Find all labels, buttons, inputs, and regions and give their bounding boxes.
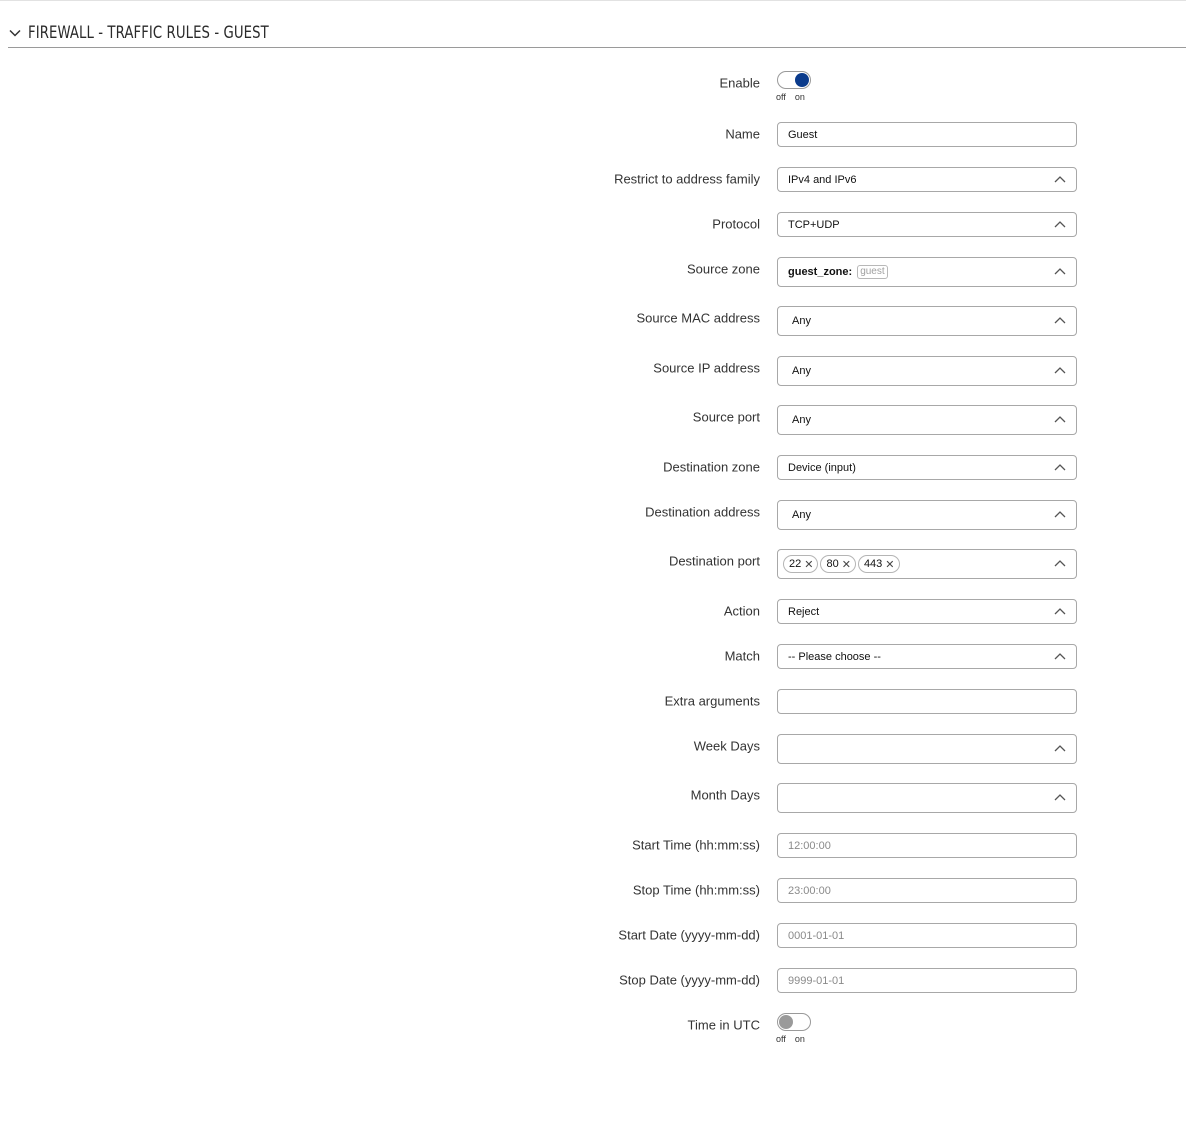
dest-address-value: Any [792,509,811,521]
source-port-select[interactable] [777,405,1077,435]
source-mac-select[interactable] [777,306,1077,336]
dest-address-label: Destination address [645,504,760,520]
start-date-placeholder: 0001-01-01 [788,929,845,942]
toggle-knob[interactable] [795,73,809,87]
name-label: Name [725,126,760,142]
address-family-select[interactable] [777,167,1077,192]
remove-chip-icon[interactable]: ✕ [885,558,895,571]
chevron-up-icon [1054,559,1066,567]
chevron-up-icon [1054,316,1066,324]
toggle-off-label: off [776,1034,786,1044]
action-label: Action [723,603,760,619]
stop-date-placeholder: 9999-01-01 [788,974,845,987]
stop-time-label: Stop Time (hh:mm:ss) [632,882,760,898]
source-ip-select[interactable] [777,356,1077,386]
source-mac-value: Any [792,315,811,327]
toggle-labels [776,1034,816,1044]
toggle-labels [776,92,816,102]
name-value: Guest [788,128,818,141]
port-chip-label: 22 [789,558,802,570]
port-chip[interactable] [783,555,818,573]
toggle-knob[interactable] [779,1015,793,1029]
address-family-value: IPv4 and IPv6 [788,173,857,186]
enable-label: Enable [719,75,760,91]
zone-tag: guest [857,265,887,279]
month-days-select[interactable] [777,783,1077,813]
chevron-up-icon [1054,366,1066,374]
source-zone-label: Source zone [687,261,760,277]
dest-port-label: Destination port [668,553,760,569]
chevron-down-icon[interactable] [8,26,22,40]
start-time-label: Start Time (hh:mm:ss) [632,837,760,853]
protocol-select[interactable] [777,212,1077,237]
chevron-up-icon [1054,652,1066,660]
chevron-up-icon [1054,510,1066,518]
start-time-input[interactable] [777,833,1077,858]
stop-time-placeholder: 23:00:00 [788,884,831,897]
chevron-up-icon [1054,793,1066,801]
time-utc-toggle[interactable] [776,1013,811,1044]
chevron-up-icon [1054,463,1066,471]
chevron-up-icon [1054,415,1066,423]
week-days-select[interactable] [777,734,1077,764]
match-value: -- Please choose -- [788,650,881,663]
source-port-value: Any [792,414,811,426]
source-port-label: Source port [692,409,760,425]
toggle-on-label: on [794,1034,805,1044]
toggle-on-label: on [794,92,805,102]
protocol-value: TCP+UDP [788,218,840,231]
dest-port-select[interactable] [777,549,1077,579]
section-header[interactable] [8,18,1186,48]
dest-zone-select[interactable] [777,455,1077,480]
start-time-placeholder: 12:00:00 [788,839,831,852]
action-select[interactable] [777,599,1077,624]
stop-date-input[interactable] [777,968,1077,993]
chevron-up-icon [1054,220,1066,228]
start-date-input[interactable] [777,923,1077,948]
chevron-up-icon [1054,175,1066,183]
source-zone-select[interactable] [777,257,1077,287]
week-days-label: Week Days [693,738,760,754]
dest-zone-value: Device (input) [788,461,856,474]
source-mac-label: Source MAC address [636,310,760,326]
port-chip-label: 80 [826,558,839,570]
month-days-label: Month Days [690,787,760,803]
extra-args-label: Extra arguments [664,693,760,709]
toggle-off-label: off [776,92,786,102]
source-zone-value: guest_zone: [788,266,853,278]
chevron-up-icon [1054,744,1066,752]
protocol-label: Protocol [712,216,760,232]
chevron-up-icon [1054,607,1066,615]
stop-time-input[interactable] [777,878,1077,903]
match-select[interactable] [777,644,1077,669]
port-chip-label: 443 [863,558,883,570]
section-title: FIREWALL - TRAFFIC RULES - GUEST [28,22,269,43]
chevron-up-icon [1054,267,1066,275]
port-chip[interactable] [858,555,900,573]
time-utc-label: Time in UTC [687,1017,760,1033]
address-family-label: Restrict to address family [614,171,760,187]
dest-zone-label: Destination zone [663,459,760,475]
source-ip-label: Source IP address [653,360,760,376]
dest-address-select[interactable] [777,500,1077,530]
match-label: Match [724,648,760,664]
enable-toggle[interactable] [776,71,811,102]
top-divider [0,0,1186,1]
name-input[interactable] [777,122,1077,147]
stop-date-label: Stop Date (yyyy-mm-dd) [619,972,760,988]
source-ip-value: Any [792,365,811,377]
action-value: Reject [788,605,820,618]
extra-args-input[interactable] [777,689,1077,714]
port-chip[interactable] [820,555,855,573]
remove-chip-icon[interactable]: ✕ [804,558,814,571]
start-date-label: Start Date (yyyy-mm-dd) [618,927,760,943]
remove-chip-icon[interactable]: ✕ [841,558,851,571]
